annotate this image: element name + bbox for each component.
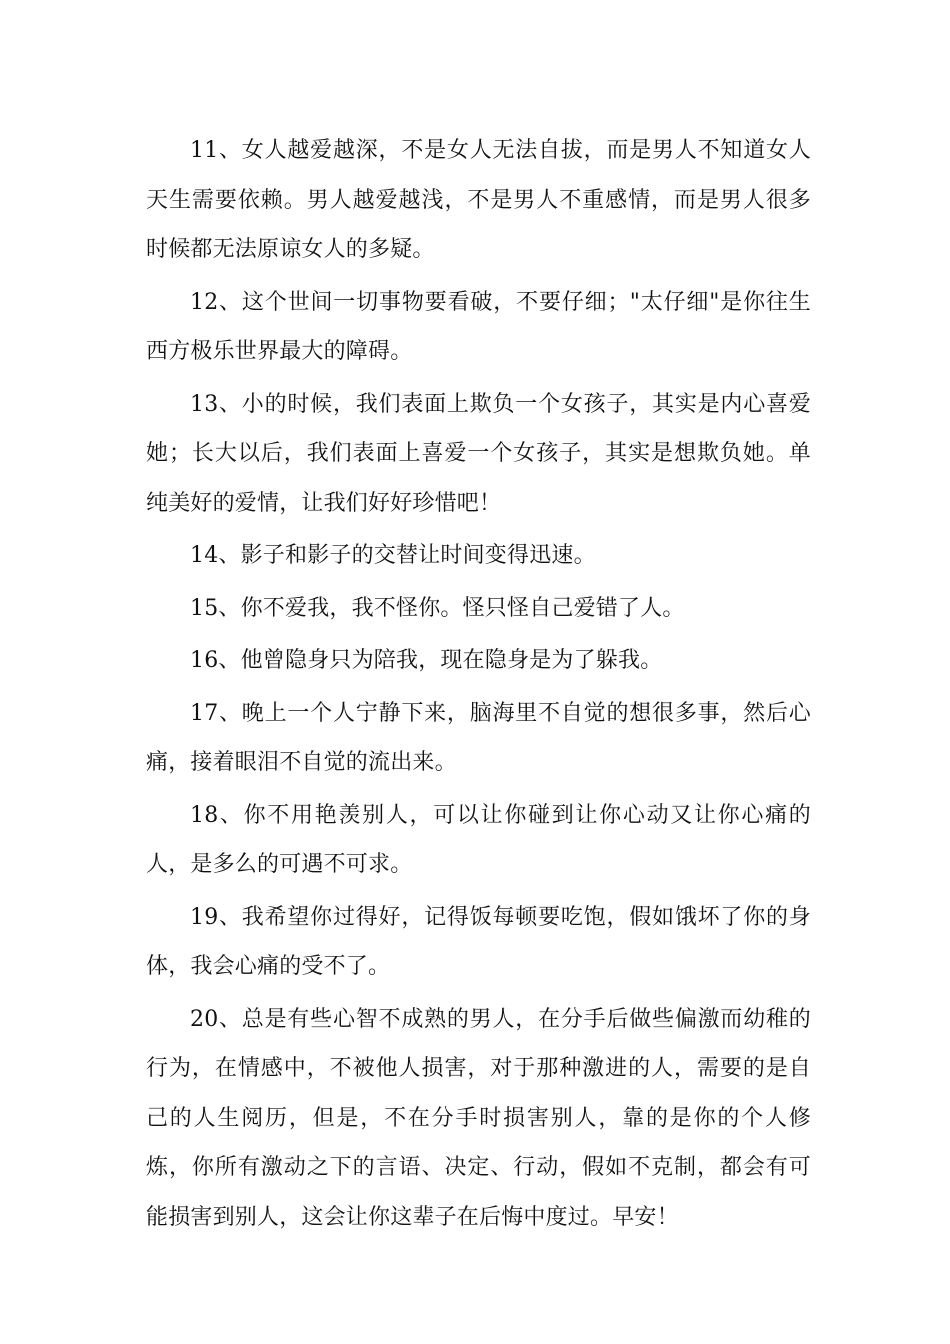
paragraph-20: 20、总是有些心智不成熟的男人，在分手后做些偏激而幼稚的行为，在情感中，不被他人损害，对于那种激进的人，需要的是自己的人生阅历，但是，不在分手时损害别人，靠的是你的个人修炼，你所有激动之下的言语、决定、行动，假如不克制，都会有可能损害到别人，这会让你这辈子在后悔中度过。早安！ (146, 1006, 811, 1230)
paragraph-17: 17、晚上一个人宁静下来，脑海里不自觉的想很多事，然后心痛，接着眼泪不自觉的流出来。 (146, 700, 811, 775)
paragraph-12: 12、这个世间一切事物要看破，不要仔细；"太仔细"是你往生西方极乐世界最大的障碍。 (146, 289, 811, 364)
paragraph-14: 14、影子和影子的交替让时间变得迅速。 (190, 543, 596, 568)
paragraph-16: 16、他曾隐身只为陪我，现在隐身是为了躲我。 (190, 648, 663, 673)
paragraph-15: 15、你不爱我，我不怪你。怪只怪自己爱错了人。 (190, 595, 685, 621)
paragraph-13: 13、小的时候，我们表面上欺负一个女孩子，其实是内心喜爱她；长大以后，我们表面上喜爱一个女孩子，其实是想欺负她。单纯美好的爱情，让我们好好珍惜吧！ (146, 391, 811, 516)
paragraph-11: 11、女人越爱越深，不是女人无法自拔，而是男人不知道女人天生需要依赖。男人越爱越浅，不是男人不重感情，而是男人很多时候都无法原谅女人的多疑。 (146, 138, 811, 262)
document-body (146, 126, 811, 1245)
paragraph-19: 19、我希望你过得好，记得饭每顿要吃饱，假如饿坏了你的身体，我会心痛的受不了。 (146, 904, 811, 979)
paragraph-18: 18、你不用艳羡别人，可以让你碰到让你心动又让你心痛的人，是多么的可遇不可求。 (146, 802, 811, 877)
